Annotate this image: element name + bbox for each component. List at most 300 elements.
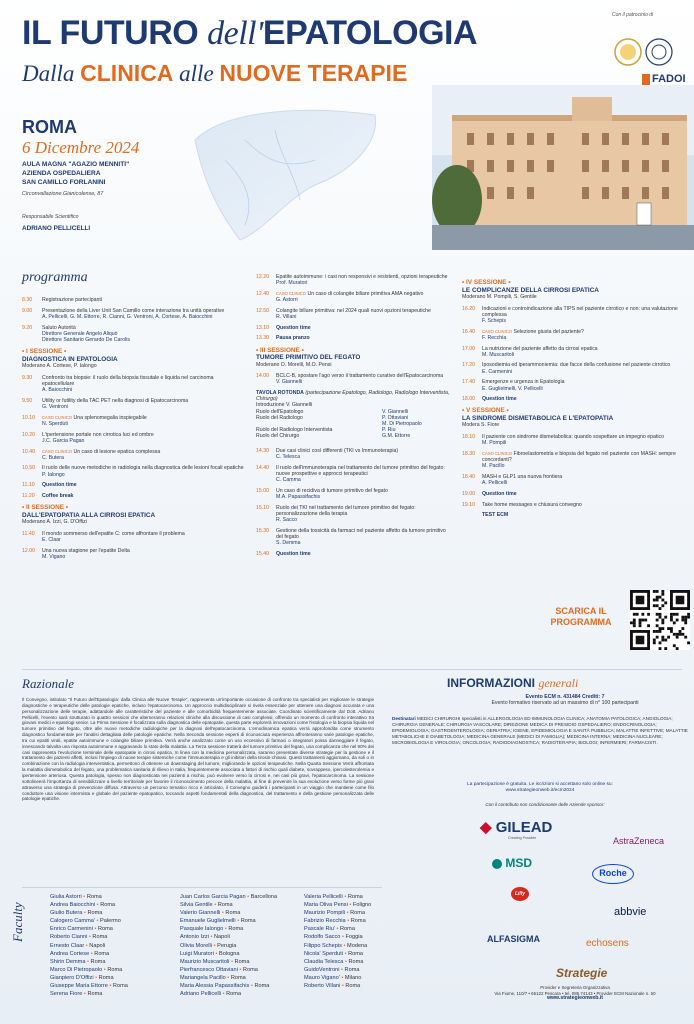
program-topic: Take home messages e chiusura convegno: [482, 501, 582, 508]
faculty-member: Maria Alessia Papassifachis • Roma: [180, 983, 270, 990]
faculty-name: Maria Oliva Pensi: [304, 902, 348, 909]
tavola-role: Ruolo del Chirurgo: [256, 433, 300, 440]
program-speaker: C. Butera: [42, 454, 64, 461]
program-item: [462, 346, 688, 358]
tavola-title: TAVOLA ROTONDA: [256, 390, 304, 397]
faculty-name: Giulia Astorri: [50, 894, 82, 900]
roche-logo: Roche: [592, 864, 634, 884]
ecm-number: Evento ECM n. 431484 Crediti: 7: [525, 694, 605, 700]
echosens-logo: echosens: [586, 938, 629, 949]
program-break: Question time: [482, 490, 517, 497]
program-speaker: E. Carmenini: [482, 368, 512, 375]
program-topic: Il paziente con sindrome dismetabolica: quando sospettare un impegno epatico: [482, 433, 664, 440]
program-break: Question time: [276, 324, 311, 331]
faculty-name: Enrico Carmenini: [50, 926, 93, 933]
program-item: [256, 325, 452, 331]
faculty-city: Roma: [94, 950, 110, 957]
faculty-city: Roma: [240, 918, 256, 925]
program-topic: La nutrizione del paziente affetto da cirrosi epatica: [482, 345, 598, 352]
program-topic: Confronto tra biopsie: il ruolo della biopsia tissutale e liquida nel carcinoma epatocellulare: [42, 374, 214, 387]
faculty-column-1: [50, 893, 128, 998]
program-content: [276, 551, 452, 557]
tavola-intro: Introduzione V. Giannelli: [256, 402, 313, 409]
program-speaker: C. Camma: [276, 476, 301, 483]
program-content: [42, 398, 244, 410]
abbvie-logo: abbvie: [614, 906, 647, 918]
tavola-speaker: G.M. Ettorre: [382, 433, 411, 440]
program-speaker: F. Recchia: [482, 334, 507, 341]
faculty-member: Roberto Cianni • Roma: [50, 934, 108, 941]
program-content: [42, 415, 244, 427]
razionale-heading: Razionale: [22, 676, 74, 691]
program-speaker: R. Villani: [276, 314, 297, 321]
faculty-city: Roma: [98, 974, 114, 981]
program-time: 9.20: [22, 324, 33, 331]
faculty-member: Juan Carlos Garcia Pagan • Barcellona: [180, 894, 278, 900]
faculty-name: Rodolfo Sacco: [304, 934, 341, 941]
faculty-column-3: [304, 893, 371, 990]
programma-heading: programma: [22, 270, 88, 285]
program-content: [482, 512, 688, 518]
program-time: 10.20: [22, 431, 35, 438]
program-topic: Due casi clinici così differenti (TKI vs Immunoterapia): [276, 447, 399, 454]
program-item: [22, 493, 244, 499]
program-content: [42, 375, 244, 394]
faculty-member: Enrico Carmenini • Roma: [50, 926, 113, 933]
program-topic: Il ruolo delle nuove metodiche in radiologia nella diagnostica delle lesioni focali epatiche: [42, 465, 244, 472]
faculty-name: Pierfrancesco Ottaviani: [180, 966, 238, 973]
faculty-name: Silvia Gentile: [180, 902, 213, 909]
program-time: 13.30: [256, 335, 269, 342]
faculty-member: Fabrizio Recchia • Roma: [304, 918, 366, 925]
faculty-member: Andrea Cortese • Roma: [50, 950, 110, 957]
faculty-divider: [22, 887, 382, 888]
faculty-city: Roma: [242, 966, 258, 973]
faculty-name: GuidoVentroni: [304, 966, 340, 973]
faculty-member: Calogero Camma' • Palermo: [50, 918, 121, 925]
program-content: [276, 325, 452, 331]
program-item: [22, 415, 244, 427]
session-moderators: Moderano A. Izzi, G. D'Offizi: [22, 519, 87, 526]
program-time: 15.00: [256, 487, 269, 494]
program-speaker: J.C. Garcia Pagan: [42, 437, 85, 444]
program-column-2: [256, 274, 452, 562]
program-topic: Ruolo dei TKI nel trattamento del tumore primitivo del fegato: personalizzazione della terapia: [276, 504, 416, 517]
faculty-member: Maria Oliva Pensi • Foligno: [304, 902, 372, 909]
tavola-speaker: P. Riu: [382, 427, 396, 434]
program-time: 17.00: [462, 345, 475, 352]
program-column-1: [22, 297, 244, 565]
faculty-member: Mariangela Pacillo • Roma: [180, 974, 246, 981]
program-break: Question time: [42, 482, 77, 489]
download-program-label: SCARICA IL PROGRAMMA: [550, 606, 612, 627]
faculty-member: Olivia Morelli • Perugia: [180, 942, 237, 949]
razionale-text: Il Convegno, intitolato "Il Futuro dell'Epatologia: dalla Clinica alle Nuove Terapie", rappresenta un'importante occasione di confronto tra specialisti per migliorare le strategie diagnostiche e terapeutiche delle patologie epatiche, incluso l'epatocarcinoma. Un approccio multidisciplinare si rivela essenziale per ottenere una diagnosi accurata e una personalizzazione delle terapie, adattandole alle caratteristiche del paziente e alle comorbidità frequentemente associate. Coordinato scientificamente dal Dott. Adriano Pellicelli, l'evento sarà strutturato in quattro sessioni che alterneranno relazioni cliniche alla discussione di casi complessi, offrendo un momento di confronto interattivo tra giovani medici e epatologi senior. La Prima Sessione è focalizzata sulla diagnostica delle epatopatie, questa parte esplorerà innovazioni come l'istologia e la biopsia liquida nel tumore primitivo del fegato, oltre alle nuove metodiche radiologiche per la diagnosi dell'epatocarcinoma. L'emodinamica epatica verrà approfondita come strumento diagnostico fondamentale per l'analisi dettagliata delle patologie epatiche. Nella Seconda sessione esperti di riconosciuta esperienza affronteranno varie patologie epatiche, tra cui epatiti virali, epatite autoimmune e colangite biliare primitiva. Verrà anche analizzato come un uso eccessivo di farmaci o integratori possa danneggiare il fegato, innescando talvolta una risposta autoimmune e aggravando lo stato della malattia. La Terza sessione tratterà del tumore primitivo del fegato, una complicanza che nel 90% dei casi rappresenta l'evoluzione terminale delle epatopatie in cirrosi epatica. In linea con la medicina personalizzata, saranno presentate diverse strategie per la gestione e il trattamento dei pazienti affetti, inclusi l'impiego di nuove terapie sistemiche come l'immunoterapia e gli inibitori della tirosin-chinasi. Questi trattamenti aggiornano, da soli o in combinazione con la radiologia interventistica, permettono di ottenere un downstaging del tumore, migliorando le opzioni terapeutiche. Nella Quarta Sessione Verrà affrontata la malattia dismetabolica del fegato, una problematica sanitaria di rilievo in Italia, frequentemente associata a fattori di rischio quali diabete, sovrappeso, ipercolesterolemia e ipertensione arteriosa. Questa patologia, spesso non diagnosticata nei pazienti a rischio, può evolvere verso la cirrosi e, nei casi più gravi, l'epatocarcinoma. La sessione sottolineerà l'importanza di sensibilizzare a livello territoriale per favorire il riconoscimento precoce della malattia, al fine di prevenire la sua evoluzione verso forme più gravi attraverso una strategia di prevenzione diffusa. Attraverso un percorso tematico ricco e articolato, il Convegno guiderà i partecipanti in un viaggio che mantiene come filo conduttore una visione intermista e globale del paziente epatopatico, toccando aspetti fondamentali della diagnostica, del trattamento e della gestione personalizzata delle patologie epatiche.: [22, 697, 374, 802]
faculty-city: Foggia: [345, 934, 363, 941]
program-time: 14.00: [256, 373, 269, 380]
session-number: • V SESSIONE •: [462, 407, 509, 415]
venue-line-1: AULA MAGNA "AGAZIO MENNITI": [22, 161, 130, 168]
faculty-city: Barcellona: [250, 894, 278, 900]
program-break: Pausa pranzo: [276, 335, 310, 342]
faculty-city: Roma: [350, 910, 366, 917]
program-time: 14.30: [256, 447, 269, 454]
program-item: [462, 512, 688, 518]
program-speaker: N. Sperduti: [42, 420, 68, 427]
program-topic: Registrazione partecipanti: [42, 297, 102, 303]
program-time: 19.00: [462, 490, 475, 497]
program-time: 10.50: [22, 465, 35, 472]
program-time: 15.40: [256, 550, 269, 557]
faculty-city: Perugia: [217, 942, 237, 949]
faculty-member: Rodolfo Sacco • Foggia: [304, 934, 363, 941]
program-content: [482, 379, 688, 391]
tavola-rotonda: [256, 390, 452, 440]
program-time: 16.20: [462, 305, 475, 312]
organizer-website[interactable]: www.strategieonweb.it: [546, 995, 603, 1002]
program-topic: MASH e GLP1 una nuova frontiera: [482, 473, 563, 480]
program-item: [22, 325, 244, 344]
faculty-city: Roma: [87, 991, 103, 998]
faculty-city: Roma: [87, 910, 103, 917]
astrazeneca-logo: AstraZeneca: [613, 836, 665, 846]
event-city: ROMA: [22, 117, 77, 137]
program-break: Coffee break: [42, 493, 74, 500]
faculty-name: Roberto Cianni: [50, 934, 88, 941]
faculty-name: Serena Fiore: [50, 991, 83, 998]
session-name: TUMORE PRIMITIVO DEL FEGATO: [256, 354, 361, 362]
faculty-name: Shirin Demma: [50, 958, 86, 965]
faculty-city: Milano: [344, 974, 362, 981]
faculty-member: Emanuele Guglielmelli • Roma: [180, 918, 256, 925]
faculty-city: Roma: [98, 926, 113, 933]
faculty-name: Adriano Pellicelli: [180, 991, 222, 998]
faculty-member: Pascale Riu' • Roma: [304, 926, 355, 933]
program-time: 14.40: [256, 464, 269, 471]
program-topic: BCLC-B, spostare l'ago verso il trattamento curativo dell'Epatocarcinoma: [276, 373, 444, 380]
faculty-name: Olivia Morelli: [180, 942, 213, 949]
faculty-member: Luigi Muratori • Bologna: [180, 950, 240, 957]
program-time: 9.30: [22, 374, 33, 381]
faculty-member: Claudia Telesca • Roma: [304, 958, 364, 965]
program-content: [482, 474, 688, 486]
program-content: [482, 362, 688, 374]
poster-title: IL FUTURO dell'EPATOLOGIA: [22, 14, 478, 52]
lilly-logo: Lilly: [511, 887, 529, 901]
venue-line-3: SAN CAMILLO FORLANINI: [22, 179, 106, 186]
program-speaker: E. Guglielmelli, V. Pellicelli: [482, 385, 543, 392]
faculty-member: Adriano Pellicelli • Roma: [180, 991, 242, 998]
program-item: [256, 528, 452, 547]
faculty-name: Maurizio Pompili: [304, 910, 346, 917]
session-header: [462, 279, 688, 301]
faculty-city: Roma: [340, 926, 355, 933]
hospital-photo: [432, 85, 694, 250]
caso-clinico-tag: CASO CLINICO: [42, 414, 73, 420]
program-content: [42, 482, 244, 488]
program-content: [276, 448, 452, 460]
program-speaker: E. Claar: [42, 536, 61, 543]
faculty-name: Maria Alessia Papassifachis: [180, 983, 250, 990]
alfasigma-logo: ALFASIGMA: [487, 934, 540, 944]
section-divider: [22, 669, 682, 670]
venue-address: Circonvallazione Gianicolense, 87: [22, 191, 104, 197]
faculty-name: Calogero Camma': [50, 918, 95, 925]
faculty-member: Mauro Vigano' • Milano: [304, 974, 362, 981]
faculty-member: Giuseppe Maria Ettorre • Roma: [50, 983, 128, 990]
faculty-member: Valerio Giannelli • Roma: [180, 910, 241, 917]
program-speaker: R. Sacco: [276, 516, 298, 523]
program-topic: Un caso di lesione epatica complessa: [73, 448, 161, 455]
program-item: [256, 551, 452, 557]
tavola-speaker: P. Ottaviani: [382, 414, 409, 421]
organizer-label: Provider e Segreteria Organizzativa: [540, 985, 610, 990]
faculty-name: Ernesto Claar: [50, 942, 85, 949]
faculty-member: Pierfrancesco Ottaviani • Roma: [180, 966, 258, 973]
ecm-participants: Evento formativo riservato ad un massimo di n° 100 partecipanti: [491, 700, 639, 707]
program-time: 16.40: [462, 328, 475, 335]
program-content: [482, 396, 688, 402]
ecm-info: [465, 694, 665, 707]
faculty-name: Filippo Schepis: [304, 942, 342, 949]
faculty-city: Roma: [225, 910, 241, 917]
faculty-member: Giulia Astorri • Roma: [50, 894, 102, 900]
faculty-heading: Faculty: [10, 902, 25, 942]
program-content: [42, 548, 244, 560]
program-content: [482, 329, 688, 341]
tavola-row: [256, 433, 452, 439]
program-time: 17.40: [462, 379, 475, 386]
program-column-3: [462, 274, 688, 523]
destinatari: Destinatari MEDICI CHIRURGHI specialisti in ALLERGOLOGIA ED IMMUNOLOGIA CLINICA; ANATOMIA PATOLOGICA; ANGIOLOGIA; CHIRURGIA GENERALE; CHIRURGIA VASCOLARE; DIREZIONE MEDICA DI PRESIDIO OSPEDALIERO; ENDOCRINOLOGIA; EPIDEMIOLOGIA; GASTROENTEROLOGIA; GERIATRIA; IGIENE, EPIDEMIOLOGIA E SANITÀ PUBBLICA; MALATTIE INFETTIVE; MALATTIE METABOLICHE E DIABETOLOGIA; MEDICINA GENERALE (MEDICI DI FAMIGLIA); MEDICINA INTERNA; MEDICINA NUCLEARE; MICROBIOLOGIA E VIROLOGIA; ONCOLOGIA; RADIODIAGNOSTICA; RADIOTERAPIA; BIOLOGI; INFERMIERI; FARMACISTI.: [392, 716, 688, 746]
program-speaker: F. Schepis: [482, 317, 506, 324]
program-time: 12.40: [256, 290, 269, 297]
faculty-name: Mauro Vigano': [304, 974, 340, 981]
program-speaker: M. Vigano: [42, 553, 66, 560]
session-name: LA SINDROME DISMETABOLICA E L'EPATOPATIA: [462, 414, 614, 422]
program-time: 12.20: [256, 274, 269, 280]
faculty-member: Antonio Izzi • Napoli: [180, 934, 230, 941]
faculty-member: Serena Fiore • Roma: [50, 991, 103, 998]
program-content: [42, 297, 244, 303]
tavola-desc: (partecipazione Epatologo, Radiologo, Radiologo Interventista, Chirurgo): [256, 390, 450, 403]
program-topic: Emergenze e urgenza in Epatologia: [482, 379, 565, 386]
program-time: 15.10: [256, 504, 269, 511]
program-speaker: C. Telesca: [276, 453, 301, 460]
program-speaker: V. Giannelli: [276, 379, 303, 386]
session-name: DIAGNOSTICA IN EPATOLOGIA: [22, 355, 118, 363]
program-item: [22, 465, 244, 477]
program-item: [22, 308, 244, 320]
faculty-city: Roma: [90, 958, 106, 965]
faculty-name: Pasquale Ialongo: [180, 926, 224, 933]
program-item: [462, 491, 688, 497]
faculty-city: Palermo: [100, 918, 121, 925]
program-content: [482, 346, 688, 358]
program-time: 18.00: [462, 396, 475, 403]
program-content: [42, 531, 244, 543]
caso-clinico-tag: CASO CLINICO: [482, 328, 513, 334]
program-content: [276, 373, 452, 385]
faculty-city: Roma: [226, 991, 242, 998]
program-content: [42, 449, 244, 461]
faculty-city: Roma: [92, 934, 108, 941]
session-number: • II SESSIONE •: [22, 504, 69, 512]
program-content: [42, 308, 244, 320]
program-item: [462, 306, 688, 325]
program-topic: Un caso di recidiva di tumore primitivo del fegato: [276, 487, 388, 494]
program-item: [462, 502, 688, 508]
program-speaker: A. Pellicelli: [482, 480, 508, 487]
program-topic: Il mondo sommerso dell'epatite C: come affrontare il problema: [42, 530, 185, 537]
venue-line-2: AZIENDA OSPEDALIERA: [22, 170, 101, 177]
organizer-address: Via Fiume, 110/7 • 65122 Pescara • tel. 085.74143 • Provider ECM Nazionale n. 50: [494, 990, 656, 996]
faculty-city: Roma: [348, 950, 364, 957]
faculty-name: Giulio Butera: [50, 910, 83, 917]
faculty-city: Foligno: [352, 902, 372, 909]
program-content: [276, 335, 452, 341]
registration-info: La partecipazione è gratuita. Le iscrizioni si accettano solo online su: www.strategieonweb.it/ecm2024: [467, 782, 613, 794]
faculty-member: Filippo Schepis • Modena: [304, 942, 368, 949]
faculty-member: Roberto Villani • Roma: [304, 983, 361, 990]
faculty-name: Pascale Riu': [304, 926, 335, 933]
program-content: [482, 306, 688, 325]
program-item: [22, 297, 244, 303]
faculty-member: Maurizio Pompili • Roma: [304, 910, 366, 917]
session-name: DALL'EPATOPATIA ALLA CIRROSI EPATICA: [22, 511, 156, 519]
faculty-city: Roma: [350, 918, 366, 925]
faculty-member: Marco Di Pietropaolo • Roma: [50, 966, 123, 973]
faculty-member: Nicola' Sperduti • Roma: [304, 950, 364, 957]
program-speaker: M. Muscaritoli: [482, 351, 514, 358]
program-time: 18.40: [462, 473, 475, 480]
event-date: 6 Dicembre 2024: [22, 138, 140, 157]
liver-illustration: [185, 100, 385, 250]
faculty-member: Andrea Baiocchini • Roma: [50, 902, 116, 909]
program-item: [22, 531, 244, 543]
program-content: [276, 465, 452, 484]
faculty-city: Bologna: [218, 950, 240, 957]
program-time: 11.20: [22, 493, 35, 500]
strategie-logo: Strategie: [556, 966, 608, 980]
responsible-name: ADRIANO PELLICELLI: [22, 225, 91, 232]
program-topic: Colangite biliare primitiva: nel 2024 quali nuovi opzioni terapeutiche: [276, 307, 431, 314]
program-topic: Una splenomegalia inspiegabile: [73, 414, 147, 421]
faculty-name: Roberto Villani: [304, 983, 341, 990]
info-heading: INFORMAZIONI generali: [447, 676, 579, 690]
program-content: [42, 325, 244, 344]
program-item: [462, 329, 688, 341]
program-content: [42, 465, 244, 477]
program-time: 8.30: [22, 297, 33, 303]
caso-clinico-tag: CASO CLINICO: [482, 450, 513, 456]
gilead-tagline: Creating Possible: [508, 836, 537, 840]
session-number: • IV SESSIONE •: [462, 279, 511, 286]
program-content: [42, 493, 244, 499]
faculty-name: Emanuele Guglielmelli: [180, 918, 236, 925]
faculty-member: Giulio Butera • Roma: [50, 910, 103, 917]
program-content: [276, 274, 452, 286]
program-topic: L'ipertensione portale non cirrotica luci ed ombre: [42, 431, 154, 438]
faculty-name: Marco Di Pietropaolo: [50, 966, 103, 973]
program-time: 18.30: [462, 450, 475, 457]
session-header: [22, 348, 244, 370]
faculty-city: Roma: [107, 966, 123, 973]
faculty-name: Maurizio Muscaritoli: [180, 958, 230, 965]
faculty-city: Roma: [112, 983, 128, 990]
program-time: 10.40: [22, 448, 35, 455]
session-header: [256, 347, 452, 369]
program-item: [462, 396, 688, 402]
qr-code-icon[interactable]: [630, 590, 690, 650]
program-time: 18.10: [462, 433, 475, 440]
patronage-label: Con il patrocinio di: [612, 12, 654, 18]
program-item: [256, 505, 452, 524]
faculty-city: Roma: [100, 902, 116, 909]
program-time: 9.00: [22, 307, 33, 314]
program-topic: TEST ECM: [482, 512, 509, 519]
program-item: [22, 482, 244, 488]
session-moderators: Moderano M. Pompili, S. Gentile: [462, 294, 537, 300]
event-venue: [22, 160, 129, 187]
tavola-role: Ruolo del Radiologo: [256, 414, 303, 421]
program-topic: Iposodiemia ed iperammoniemia: due facce della confusione nel paziente cirrotico: [482, 362, 671, 369]
faculty-city: Roma: [254, 983, 270, 990]
program-item: [256, 488, 452, 500]
program-topic: Una nuova stagione per l'epatite Delta: [42, 547, 130, 554]
poster-subtitle: Dalla CLINICA alle NUOVE TERAPIE: [22, 60, 408, 86]
caso-clinico-tag: CASO CLINICO: [42, 448, 73, 454]
faculty-column-2: [180, 893, 277, 998]
faculty-name: Valeria Pellicelli: [304, 894, 343, 900]
program-item: [22, 449, 244, 461]
program-speaker: A. Baiocchini: [42, 387, 72, 394]
program-topic: Saluto Autorità: [42, 324, 76, 331]
program-time: 19.10: [462, 501, 475, 508]
program-item: [256, 465, 452, 484]
session-moderators: Modera S. Fiore: [462, 422, 500, 429]
program-speaker: Direttore Generale Angelo Aliquò Direttore Sanitario Gerardo De Carolis: [42, 330, 130, 344]
faculty-member: Pasquale Ialongo • Roma: [180, 926, 244, 933]
program-topic: Gestione della tossicità da farmaci nel paziente affetto da tumore primitivo del fegato: [276, 527, 446, 540]
program-speaker: A. Pellicelli, G. M. Ettorre, R. Cianni, G. Ventroni, A. Cortese, A. Baiocchini: [42, 313, 213, 320]
program-topic: Indicazioni e controindicazione alla TIPS nel paziente cirrotico e non: una valutazione complessa: [482, 305, 678, 318]
program-speaker: S. Demma: [276, 540, 301, 547]
program-topic: Epatite autoimmune: i casi non responsivi e resistenti, opzioni terapeutiche: [276, 274, 448, 280]
program-content: [482, 491, 688, 497]
faculty-name: Giuseppe Maria Ettorre: [50, 983, 108, 990]
program-topic: Presentazione della Liver Unit San Camillo come interazione tra unità operative: [42, 307, 225, 314]
session-name: LE COMPLICANZE DELLA CIRROSI EPATICA: [462, 286, 599, 294]
faculty-member: Maurizio Muscaritoli • Roma: [180, 958, 250, 965]
program-speaker: G. Ventroni: [42, 404, 68, 411]
faculty-name: Mariangela Pacillo: [180, 974, 226, 981]
faculty-member: Gianpiero D'Offizi • Roma: [50, 974, 114, 981]
faculty-name: Valerio Giannelli: [180, 910, 221, 917]
program-break: Question time: [482, 396, 517, 403]
program-content: [276, 308, 452, 320]
program-topic: Fibroelastometria e biopsia del fegato nel paziente con MASH: sempre concordanti?: [482, 450, 676, 464]
faculty-name: Gianpiero D'Offizi: [50, 974, 94, 981]
program-speaker: G. Astorri: [276, 297, 298, 304]
program-topic: Il ruolo dell'immunoterapia nel trattamento del tumore primitivo del fegato: nuove prospettive e approcci terapeutici: [276, 464, 445, 477]
program-item: [256, 274, 452, 286]
faculty-name: Andrea Cortese: [50, 950, 90, 957]
session-header: [22, 504, 244, 526]
faculty-city: Napoli: [214, 934, 230, 941]
program-item: [256, 448, 452, 460]
program-content: [482, 434, 688, 446]
